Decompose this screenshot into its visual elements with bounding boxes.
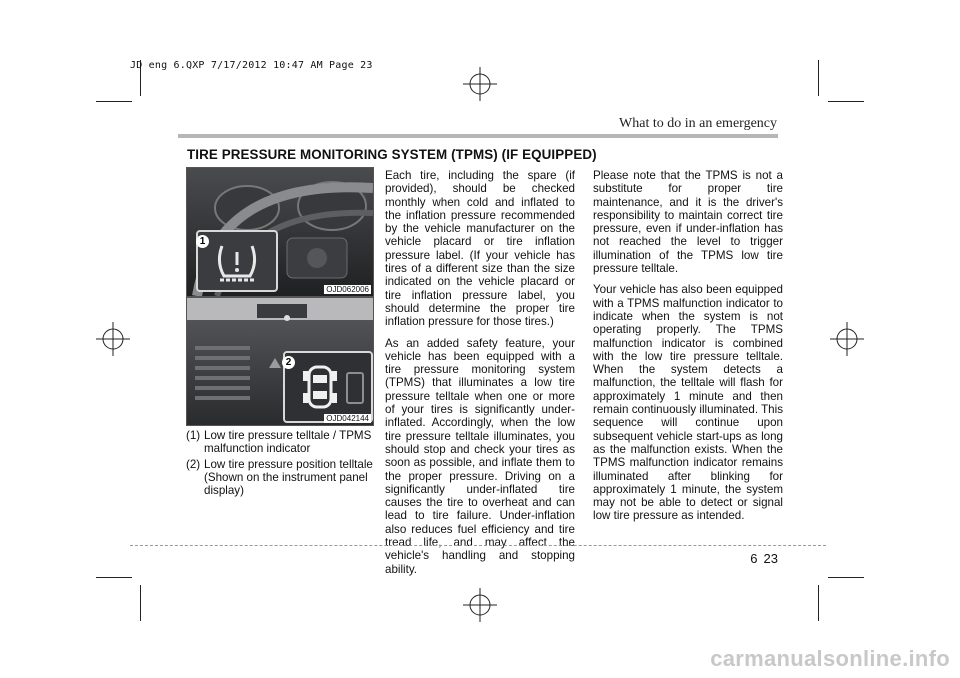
caption-text: Low tire pressure position telltale (Shown on the instrument panel display) [204, 457, 373, 498]
figure-instrument-display [186, 297, 374, 426]
registration-mark-icon [463, 67, 497, 101]
body-paragraph: Please note that the TPMS is not a substitute for proper tire maintenance, and it is the driver's responsibility to maintain correct tire pressure, even if under-inflation has not reached the level to trigger illumination of the TPMS low tire pressure telltale. [593, 169, 783, 276]
figure-cluster-telltale [186, 167, 374, 297]
figure-caption-list [186, 429, 376, 499]
body-paragraph: Each tire, including the spare (if provided), should be checked monthly when cold and inflated to the inflation pressure recommended by the vehicle manufacturer on the vehicle placard or tire inflation pressure label. (If your vehicle has tires of a different size than the size indicated on the vehicle placard or tire inflation pressure label, you should determine the proper tire inflation pressure for those tires.) [385, 169, 575, 329]
running-header: What to do in an emergency [619, 116, 777, 131]
caption-number: (2) [186, 457, 201, 471]
caption-item [186, 458, 376, 498]
body-paragraph: Your vehicle has also been equipped with a TPMS malfunction indicator to indicate when the system is not operating properly. The TPMS malfunction indicator is combined with the low tire pressure telltale. When the system detects a malfunction, the telltale will flash for approximately 1 minute and then remain continuously illuminated. This sequence will continue upon subsequent vehicle start-ups as long as the malfunction exists. When the TPMS malfunction indicator remains illuminated after blinking for approximately 1 minute, the system may not be able to detect or signal low tire pressure as intended. [593, 283, 783, 523]
callout-number: 1 [196, 235, 209, 248]
body-column-middle [385, 169, 575, 584]
watermark: carmanualsonline.info [710, 646, 950, 671]
tire-pressure-warning-icon [198, 232, 276, 290]
footer-rule [130, 545, 826, 546]
figure-code: OJD042144 [326, 414, 369, 423]
crop-mark [96, 577, 132, 578]
header-rule [178, 134, 778, 138]
body-paragraph: As an added safety feature, your vehicle has been equipped with a tire pressure monitoring system (TPMS) that illuminates a low tire pressure telltale when one or more of your tires is significantly under-inflated. Accordingly, when the low tire pressure telltale illuminates, you should stop and check your tires as soon as possible, and inflate them to the proper pressure. Driving on a significantly under-inflated tire causes the tire to overheat and can lead to tire failure. Under-inflation also reduces fuel efficiency and tire tread life, and may affect the vehicle's handling and stopping ability. [385, 336, 575, 576]
body-column-right [593, 169, 783, 531]
crop-mark [828, 101, 864, 102]
position-telltale-callout-box [283, 351, 373, 423]
print-slug: JD eng 6.QXP 7/17/2012 10:47 AM Page 23 [130, 60, 373, 71]
caption-item [186, 429, 376, 456]
figure-code: OJD062006 [326, 285, 369, 294]
page-number-value: 23 [763, 551, 778, 566]
caption-text: Low tire pressure telltale / TPMS malfunction indicator [204, 429, 372, 456]
section-title: TIRE PRESSURE MONITORING SYSTEM (TPMS) (IF EQUIPPED) [187, 147, 597, 162]
chapter-number: 6 [750, 551, 758, 566]
registration-mark-icon [463, 588, 497, 622]
crop-mark [140, 585, 141, 621]
registration-mark-icon [96, 322, 130, 356]
crop-mark [828, 577, 864, 578]
caption-number: (1) [186, 429, 201, 442]
callout-number: 2 [282, 356, 295, 369]
crop-mark [818, 60, 819, 96]
crop-mark [96, 101, 132, 102]
crop-mark [818, 585, 819, 621]
registration-mark-icon [830, 322, 864, 356]
car-tire-position-icon [285, 353, 371, 421]
page-number [750, 551, 778, 566]
